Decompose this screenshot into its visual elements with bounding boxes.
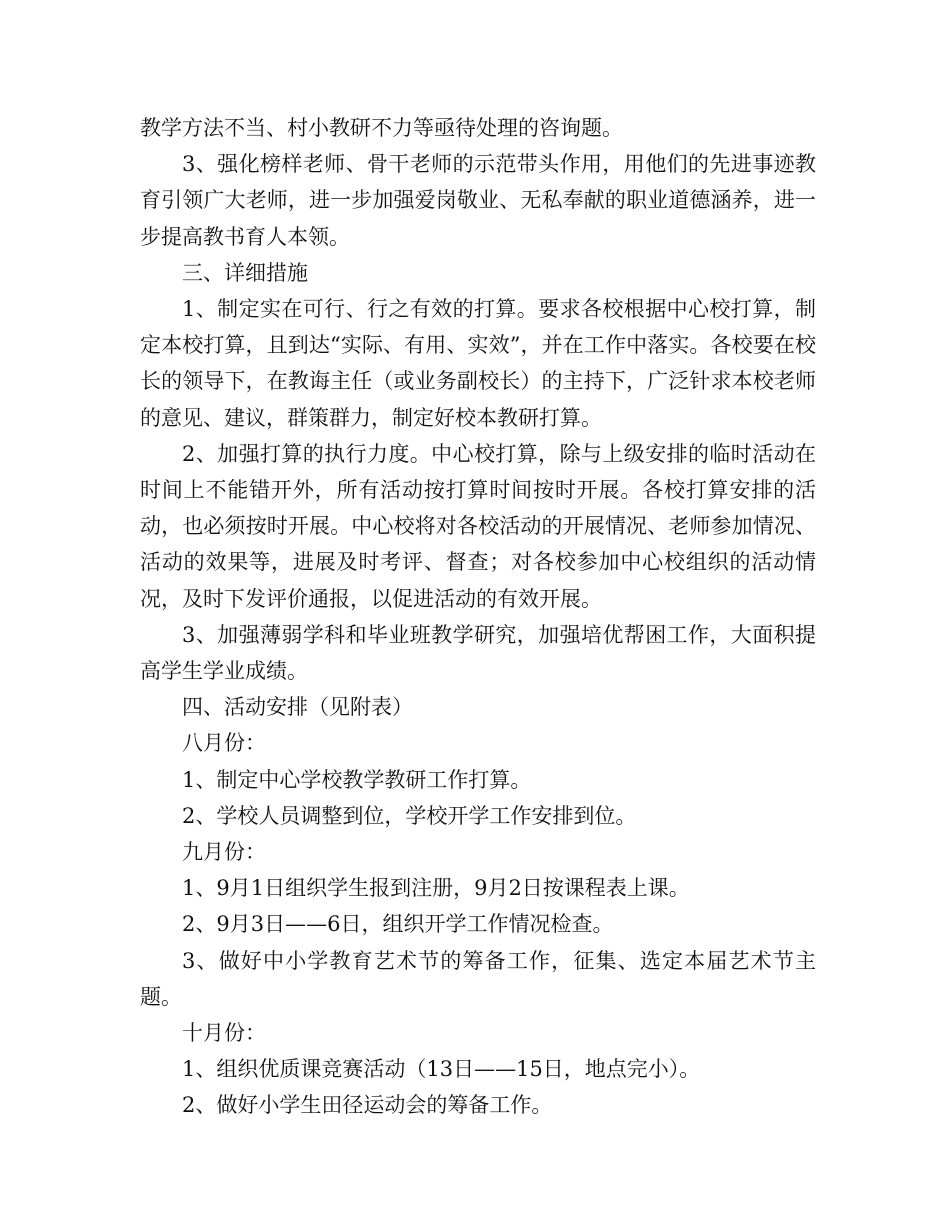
list-item-september-1: 1、9月1日组织学生报到注册，9月2日按课程表上课。 [182,876,690,901]
list-item-august-2: 2、学校人员调整到位，学校开学工作安排到位。 [182,803,637,828]
list-item-october-2: 2、做好小学生田径运动会的筹备工作。 [182,1093,553,1118]
document-body [140,110,816,1124]
list-item-september-3: 3、做好中小学教育艺术节的筹备工作，征集、选定本届艺术节主题。 [140,948,816,1009]
paragraph-continuation: 教学方法不当、村小教研不力等亟待处理的咨询题。 [140,116,623,140]
list-item-september-2: 2、9月3日——6日，组织开学工作情况检查。 [182,912,614,937]
paragraph-plan-execution: 2、加强打算的执行力度。中心校打算，除与上级安排的临时活动在时间上不能错开外，所有活动按打算时间按时开展。各校打算安排的活动，也必须按时开展。中心校将对各校活动的开展情况、老师参加情况、活动的效果等，进展及时考评、督查；对各校参加中心校组织的活动情况，及时下发评价通报，以促进活动的有效开展。 [140,441,816,611]
month-heading-october: 十月份： [182,1021,266,1046]
month-heading-august: 八月份： [182,731,266,756]
paragraph-weak-subjects: 3、加强薄弱学科和毕业班教学研究，加强培优帮困工作，大面积提高学生学业成绩。 [140,622,816,684]
section-heading-activities: 四、活动安排（见附表） [182,695,413,720]
paragraph-make-plans: 1、制定实在可行、行之有效的打算。要求各校根据中心校打算，制定本校打算，且到达“实际、有用、实效”，并在工作中落实。各校要在校长的领导下，在教诲主任（或业务副校长）的主持下，广泛针求本校老师的意见、建议，群策群力，制定好校本教研打算。 [140,297,816,430]
list-item-october-1: 1、组织优质课竞赛活动（13日——15日，地点完小）。 [182,1057,701,1082]
section-heading-measures: 三、详细措施 [182,260,308,285]
list-item-august-1: 1、制定中心学校教学教研工作打算。 [182,767,532,792]
month-heading-september: 九月份： [182,840,266,865]
paragraph-role-model-teachers: 3、强化榜样老师、骨干老师的示范带头作用，用他们的先进事迹教育引领广大老师，进一步加强爱岗敬业、无私奉献的职业道德涵养，进一步提高教书育人本领。 [140,152,816,249]
